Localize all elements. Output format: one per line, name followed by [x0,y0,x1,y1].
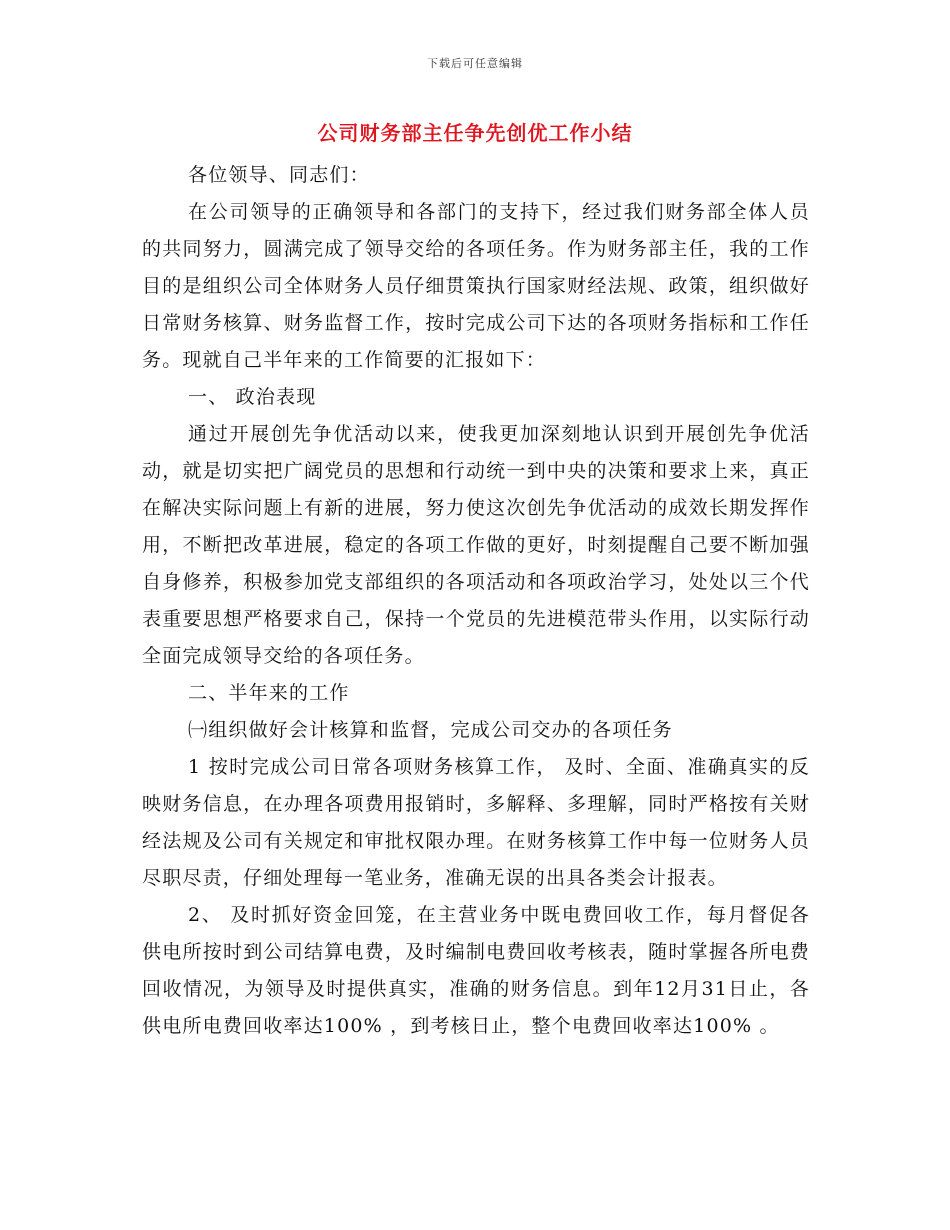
header-note: 下载后可任意编辑 [427,57,523,70]
intro-paragraph: 在公司领导的正确领导和各部门的支持下，经过我们财务部全体人员的共同努力，圆满完成了领导交给的各项任务。作为财务部主任，我的工作目的是组织公司全体财务人员仔细贯策执行国家财经法规、政策，组织做好日常财务核算、财务监督工作，按时完成公司下达的各项财务指标和工作任务。现就自己半年来的工作简要的汇报如下： [142,201,810,371]
item-1-paragraph: 1 按时完成公司日常各项财务核算工作， 及时、全面、准确真实的反映财务信息，在办理各项费用报销时，多解释、多理解，同时严格按有关财经法规及公司有关规定和审批权限办理。在财务核算工作中每一位财务人员尽职尽责，仔细处理每一笔业务，准确无误的出具各类会计报表。 [142,756,810,889]
political-paragraph: 通过开展创先争优活动以来，使我更加深刻地认识到开展创先争优活动，就是切实把广阔党员的思想和行动统一到中央的决策和要求上来，真正在解决实际问题上有新的进展，努力使这次创先争优活动的成效长期发挥作用，不断把改革进展，稳定的各项工作做的更好，时刻提醒自己要不断加强自身修养，积极参加党支部组织的各项活动和各项政治学习，处处以三个代表重要思想严格要求自己，保持一个党员的先进模范带头作用，以实际行动全面完成领导交给的各项任务。 [142,423,810,667]
document-body [142,157,810,1045]
salutation: 各位领导、同志们： [188,164,370,186]
section-heading-work: 二、半年来的工作 [188,682,350,704]
section-heading-political: 一、 政治表现 [188,386,317,408]
document-title: 公司财务部主任争先创优工作小结 [317,121,633,145]
item-2-paragraph: 2、 及时抓好资金回笼，在主营业务中既电费回收工作，每月督促各供电所按时到公司结算电费，及时编制电费回收考核表，随时掌握各所电费回收情况，为领导及时提供真实，准确的财务信息。到年12月31日止，各供电所电费回收率达100% ，到考核日止，整个电费回收率达100% 。 [142,904,810,1037]
subsection-heading-accounting: ㈠组织做好会计核算和监督，完成公司交办的各项任务 [188,719,673,741]
